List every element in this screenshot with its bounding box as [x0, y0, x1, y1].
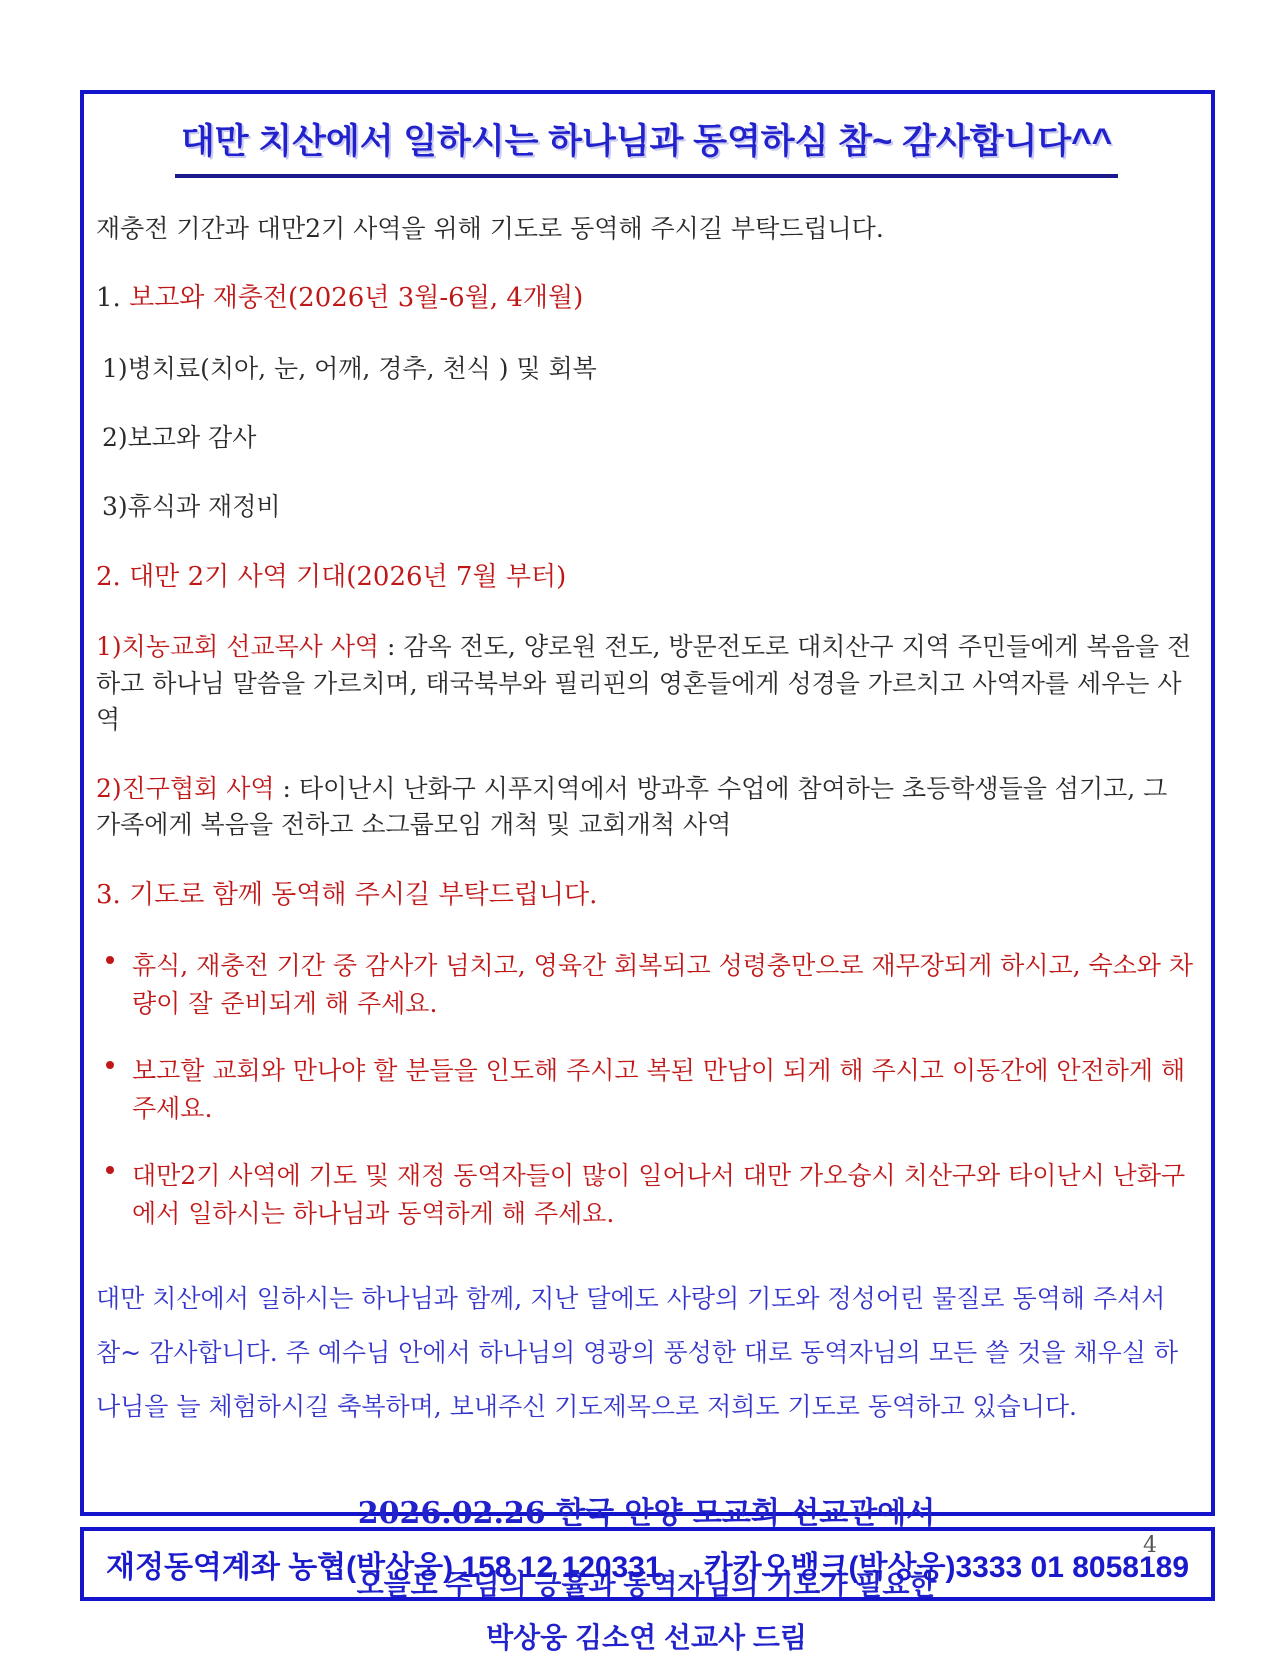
prayer-item — [96, 947, 1197, 1022]
section2-heading: 2. 대만 2기 사역 기대(2026년 7월 부터) — [96, 561, 567, 592]
bank-account-box — [80, 1527, 1215, 1601]
section1-heading — [96, 280, 1197, 318]
section3-heading: 3. 기도로 함께 동역해 주시길 부탁드립니다. — [96, 879, 598, 910]
prayer-item — [96, 1157, 1197, 1232]
signature-names: 박상웅 김소연 선교사 드림 — [486, 1621, 807, 1653]
signature-phrase: 오늘도 주님의 긍휼과 동역자님의 기도가 필요한 — [356, 1569, 937, 1601]
ministry-2-text: : 타이난시 난화구 시푸지역에서 방과후 수업에 참여하는 초등학생들을 섬기고, 그 가족에게 복음을 전하고 소그룹모임 개척 및 교회개척 사역 — [96, 774, 1168, 840]
ministry-1-text: : 감옥 전도, 양로원 전도, 방문전도로 대치산구 지역 주민들에게 복음을 전하고 하나님 말씀을 가르치며, 태국북부와 필리핀의 영혼들에게 성경을 가르치고 사역자를 세우는 사역 — [96, 632, 1192, 734]
signature-date-place: 2026.02.26 한국 안양 모교회 선교관에서 — [357, 1495, 936, 1531]
ministry-2 — [96, 771, 1197, 844]
section1-heading-text: 보고와 재충전(2026년 3월-6월, 4개월) — [120, 283, 584, 314]
section1-number: 1. — [96, 283, 121, 314]
intro-paragraph: 재충전 기간과 대만2기 사역을 위해 기도로 동역해 주시길 부탁드립니다. — [96, 214, 884, 243]
letter-content — [96, 211, 1197, 1658]
ministry-1 — [96, 629, 1197, 738]
prayer-request-list — [96, 947, 1197, 1232]
bullet-dot-icon — [106, 1166, 114, 1174]
bank-account-kakaobank: 카카오뱅크(박상웅)3333 01 8058189 — [703, 1551, 1190, 1584]
section1-item-3: 3)휴식과 재정비 — [102, 492, 281, 522]
bullet-dot-icon — [106, 956, 114, 964]
ministry-2-label: 2)진구협회 사역 — [96, 774, 275, 804]
section1-item-2: 2)보고와 감사 — [102, 423, 257, 453]
bullet-dot-icon — [106, 1061, 114, 1069]
page-title: 대만 치산에서 일하시는 하나님과 동역하심 참~ 감사합니다^^ — [175, 114, 1118, 178]
prayer-item — [96, 1052, 1197, 1127]
section1-item-1: 1)병치료(치아, 눈, 어깨, 경추, 천식 ) 및 회복 — [102, 353, 597, 383]
closing-paragraph: 대만 치산에서 일하시는 하나님과 함께, 지난 달에도 사랑의 기도와 정성어린 물질로 동역해 주셔서 참~ 감사합니다. 주 예수님 안에서 하나님의 영광의 풍성한 대로 동역자님의 모든 쓸 것을 채우실 하나님을 늘 체험하시길 축복하며, 보내주신 기도제목으로 저희도 기도로 동역하고 있습니다. — [96, 1284, 1179, 1421]
ministry-1-label: 1)치농교회 선교목사 사역 — [96, 632, 380, 662]
title-wrap — [96, 114, 1197, 178]
page-number: 4 — [1143, 1533, 1157, 1558]
bank-account-nonghyup: 재정동역계좌 농협(박상웅) 158 12 120331 — [105, 1551, 662, 1584]
prayer-item-text: 대만2기 사역에 기도 및 재정 동역자들이 많이 일어나서 대만 가오슝시 치산구와 타이난시 난화구에서 일하시는 하나님과 동역하게 해 주세요. — [132, 1161, 1186, 1228]
prayer-item-text: 보고할 교회와 만나야 할 분들을 인도해 주시고 복된 만남이 되게 해 주시고 이동간에 안전하게 해 주세요. — [132, 1056, 1186, 1123]
prayer-item-text: 휴식, 재충전 기간 중 감사가 넘치고, 영육간 회복되고 성령충만으로 재무장되게 하시고, 숙소와 차량이 잘 준비되게 해 주세요. — [132, 951, 1194, 1018]
